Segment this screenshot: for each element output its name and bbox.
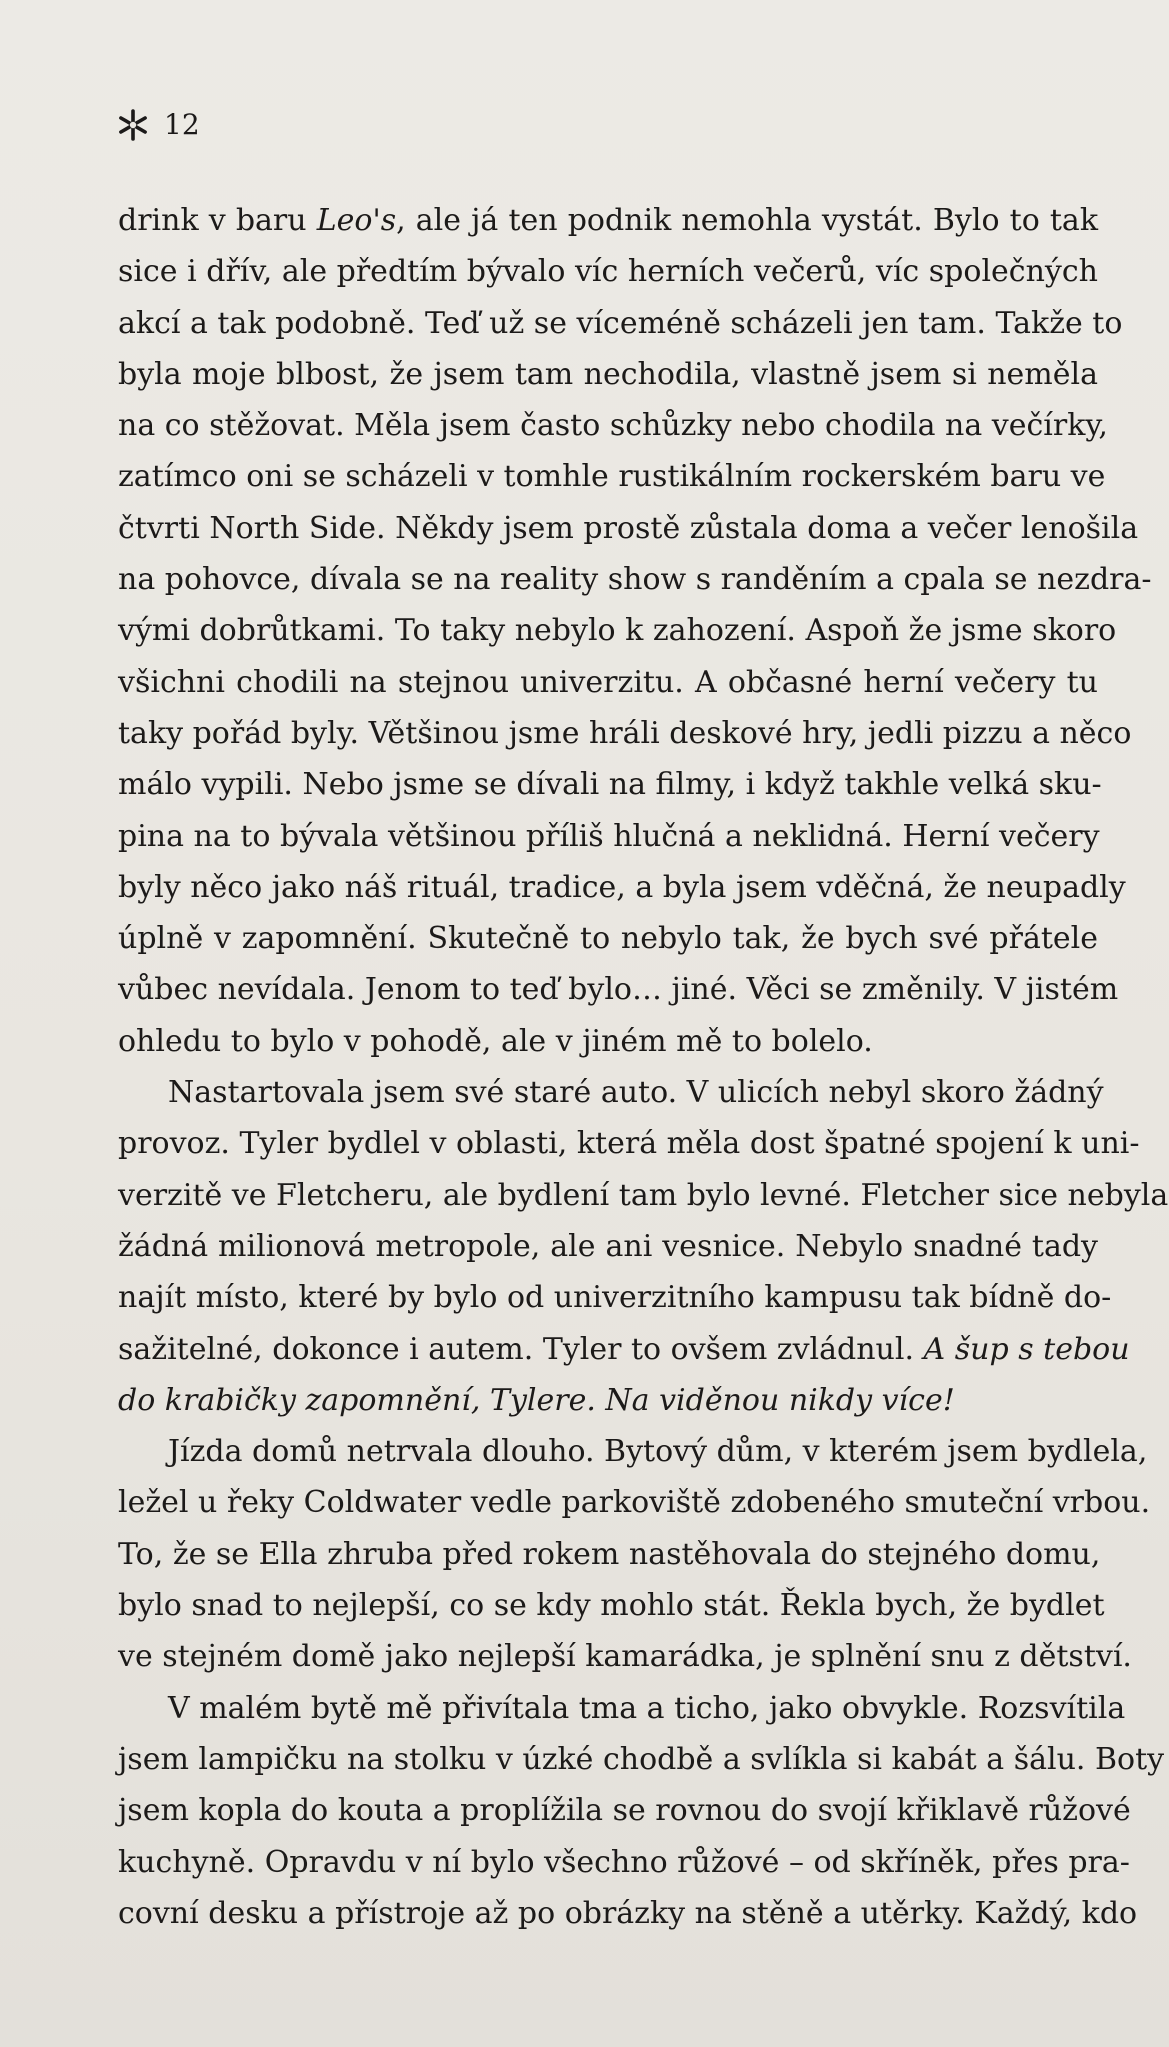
text-line [118, 1734, 1165, 1785]
text-line [118, 1785, 1131, 1836]
text-segment: vůbec nevídala. Jenom to teď bylo… jiné. Věci se změnily. V jistém [118, 972, 1119, 1008]
text-segment: taky pořád byly. Většinou jsme hráli deskové hry, jedli pizzu a něco [118, 715, 1132, 751]
text-line [118, 1170, 1169, 1221]
text-segment: kuchyně. Opravdu v ní bylo všechno růžové – od skříněk, přes pra- [118, 1844, 1130, 1880]
text-segment: drink v baru [118, 203, 317, 238]
text-segment: málo vypili. Nebo jsme se dívali na filmy, i když takhle velká sku- [118, 767, 1102, 803]
text-segment: Jízda domů netrvala dlouho. Bytový dům, v kterém jsem bydlela, [168, 1434, 1148, 1470]
asterisk-ornament-icon [116, 108, 150, 142]
text-line [118, 1221, 1098, 1272]
text-line [118, 503, 1139, 554]
text-segment: To, že se Ella zhruba před rokem nastěhovala do stejného domu, [118, 1536, 1101, 1572]
text-segment: úplně v zapomnění. Skutečně to nebylo tak, že bych své přátele [118, 921, 1098, 957]
text-segment: verzitě ve Fletcheru, ale bydlení tam bylo levné. Fletcher sice nebyla [118, 1177, 1169, 1213]
text-segment: ohledu to bylo v pohodě, ale v jiném mě to bolelo. [118, 1023, 873, 1059]
text-segment: ve stejném domě jako nejlepší kamarádka, je splnění snu z dětství. [118, 1639, 1132, 1675]
text-line [118, 657, 1098, 708]
text-segment: , ale já ten podnik nemohla vystát. Bylo to tak [396, 203, 1098, 238]
text-line [118, 964, 1119, 1015]
text-segment: akcí a tak podobně. Teď už se víceméně scházeli jen tam. Takže to [118, 305, 1123, 341]
text-body [118, 195, 1169, 1939]
text-segment: byla moje blbost, že jsem tam nechodila, vlastně jsem si neměla [118, 356, 1098, 392]
text-line [118, 708, 1132, 759]
text-segment: Nastartovala jsem své staré auto. V ulicích nebyl skoro žádný [168, 1075, 1104, 1111]
text-line [118, 1324, 1130, 1375]
text-line [118, 246, 1098, 297]
text-line [118, 1016, 1098, 1067]
text-line [118, 1529, 1101, 1580]
text-line [118, 400, 1108, 451]
text-segment: zatímco oni se scházeli v tomhle rustikálním rockerském baru ve [118, 459, 1106, 495]
text-segment: ležel u řeky Coldwater vedle parkoviště zdobeného smuteční vrbou. [118, 1485, 1151, 1521]
italic-text: Leo's [316, 203, 397, 238]
text-line [118, 554, 1152, 605]
text-segment: pina na to bývala většinou příliš hlučná a neklidná. Herní večery [118, 818, 1100, 854]
text-segment: na co stěžovat. Měla jsem často schůzky nebo chodila na večírky, [118, 408, 1108, 444]
text-line [118, 1375, 1098, 1426]
text-segment: byly něco jako náš rituál, tradice, a byla jsem vděčná, že neupadly [118, 869, 1126, 905]
page-header [116, 108, 200, 142]
text-segment: V malém bytě mě přivítala tma a ticho, jako obvykle. Rozsvítila [168, 1690, 1126, 1726]
italic-text: do krabičky zapomnění, Tylere. Na viděnou nikdy více! [118, 1382, 955, 1418]
text-line [118, 605, 1117, 656]
text-segment: sažitelné, dokonce i autem. Tyler to ovšem zvládnul. [118, 1331, 924, 1367]
text-line [118, 349, 1098, 400]
text-line [118, 759, 1102, 810]
text-segment: bylo snad to nejlepší, co se kdy mohlo stát. Řekla bych, že bydlet [118, 1588, 1105, 1624]
text-line [118, 298, 1123, 349]
paragraph [118, 1067, 1169, 1426]
text-segment: provoz. Tyler bydlel v oblasti, která měla dost špatné spojení k uni- [118, 1126, 1140, 1162]
text-line [118, 1888, 1138, 1939]
text-line [118, 1067, 1104, 1118]
text-segment: sice i dřív, ale předtím bývalo víc herních večerů, víc společných [118, 254, 1098, 290]
text-line [118, 195, 1098, 246]
text-line [118, 1118, 1140, 1169]
text-segment: jsem lampičku na stolku v úzké chodbě a svlíkla si kabát a šálu. Boty [118, 1741, 1165, 1777]
text-line [118, 1477, 1151, 1528]
paragraph [118, 1683, 1165, 1939]
paragraph [118, 1426, 1151, 1682]
text-segment: všichni chodili na stejnou univerzitu. A občasné herní večery tu [118, 664, 1098, 700]
text-line [118, 1580, 1105, 1631]
text-segment: čtvrti North Side. Někdy jsem prostě zůstala doma a večer lenošila [118, 510, 1139, 546]
text-line [118, 862, 1126, 913]
italic-text: A šup s tebou [923, 1331, 1130, 1367]
text-line [118, 1683, 1126, 1734]
text-segment: jsem kopla do kouta a proplížila se rovnou do svojí křiklavě růžové [118, 1793, 1131, 1829]
text-segment: na pohovce, dívala se na reality show s randěním a cpala se nezdra- [118, 562, 1152, 598]
paragraph [118, 195, 1152, 1067]
text-line [118, 811, 1098, 862]
text-line [118, 451, 1106, 502]
text-segment: žádná milionová metropole, ale ani vesnice. Nebylo snadné tady [118, 1228, 1098, 1264]
page-number: 12 [164, 108, 200, 141]
text-line [118, 1837, 1130, 1888]
text-line [118, 1631, 1132, 1682]
text-line [118, 913, 1098, 964]
text-segment: najít místo, které by bylo od univerzitního kampusu tak bídně do- [118, 1280, 1112, 1316]
text-line [118, 1426, 1148, 1477]
text-line [118, 1272, 1112, 1323]
text-segment: vými dobrůtkami. To taky nebylo k zahození. Aspoň že jsme skoro [118, 613, 1117, 649]
text-segment: covní desku a přístroje až po obrázky na stěně a utěrky. Každý, kdo [118, 1895, 1138, 1931]
